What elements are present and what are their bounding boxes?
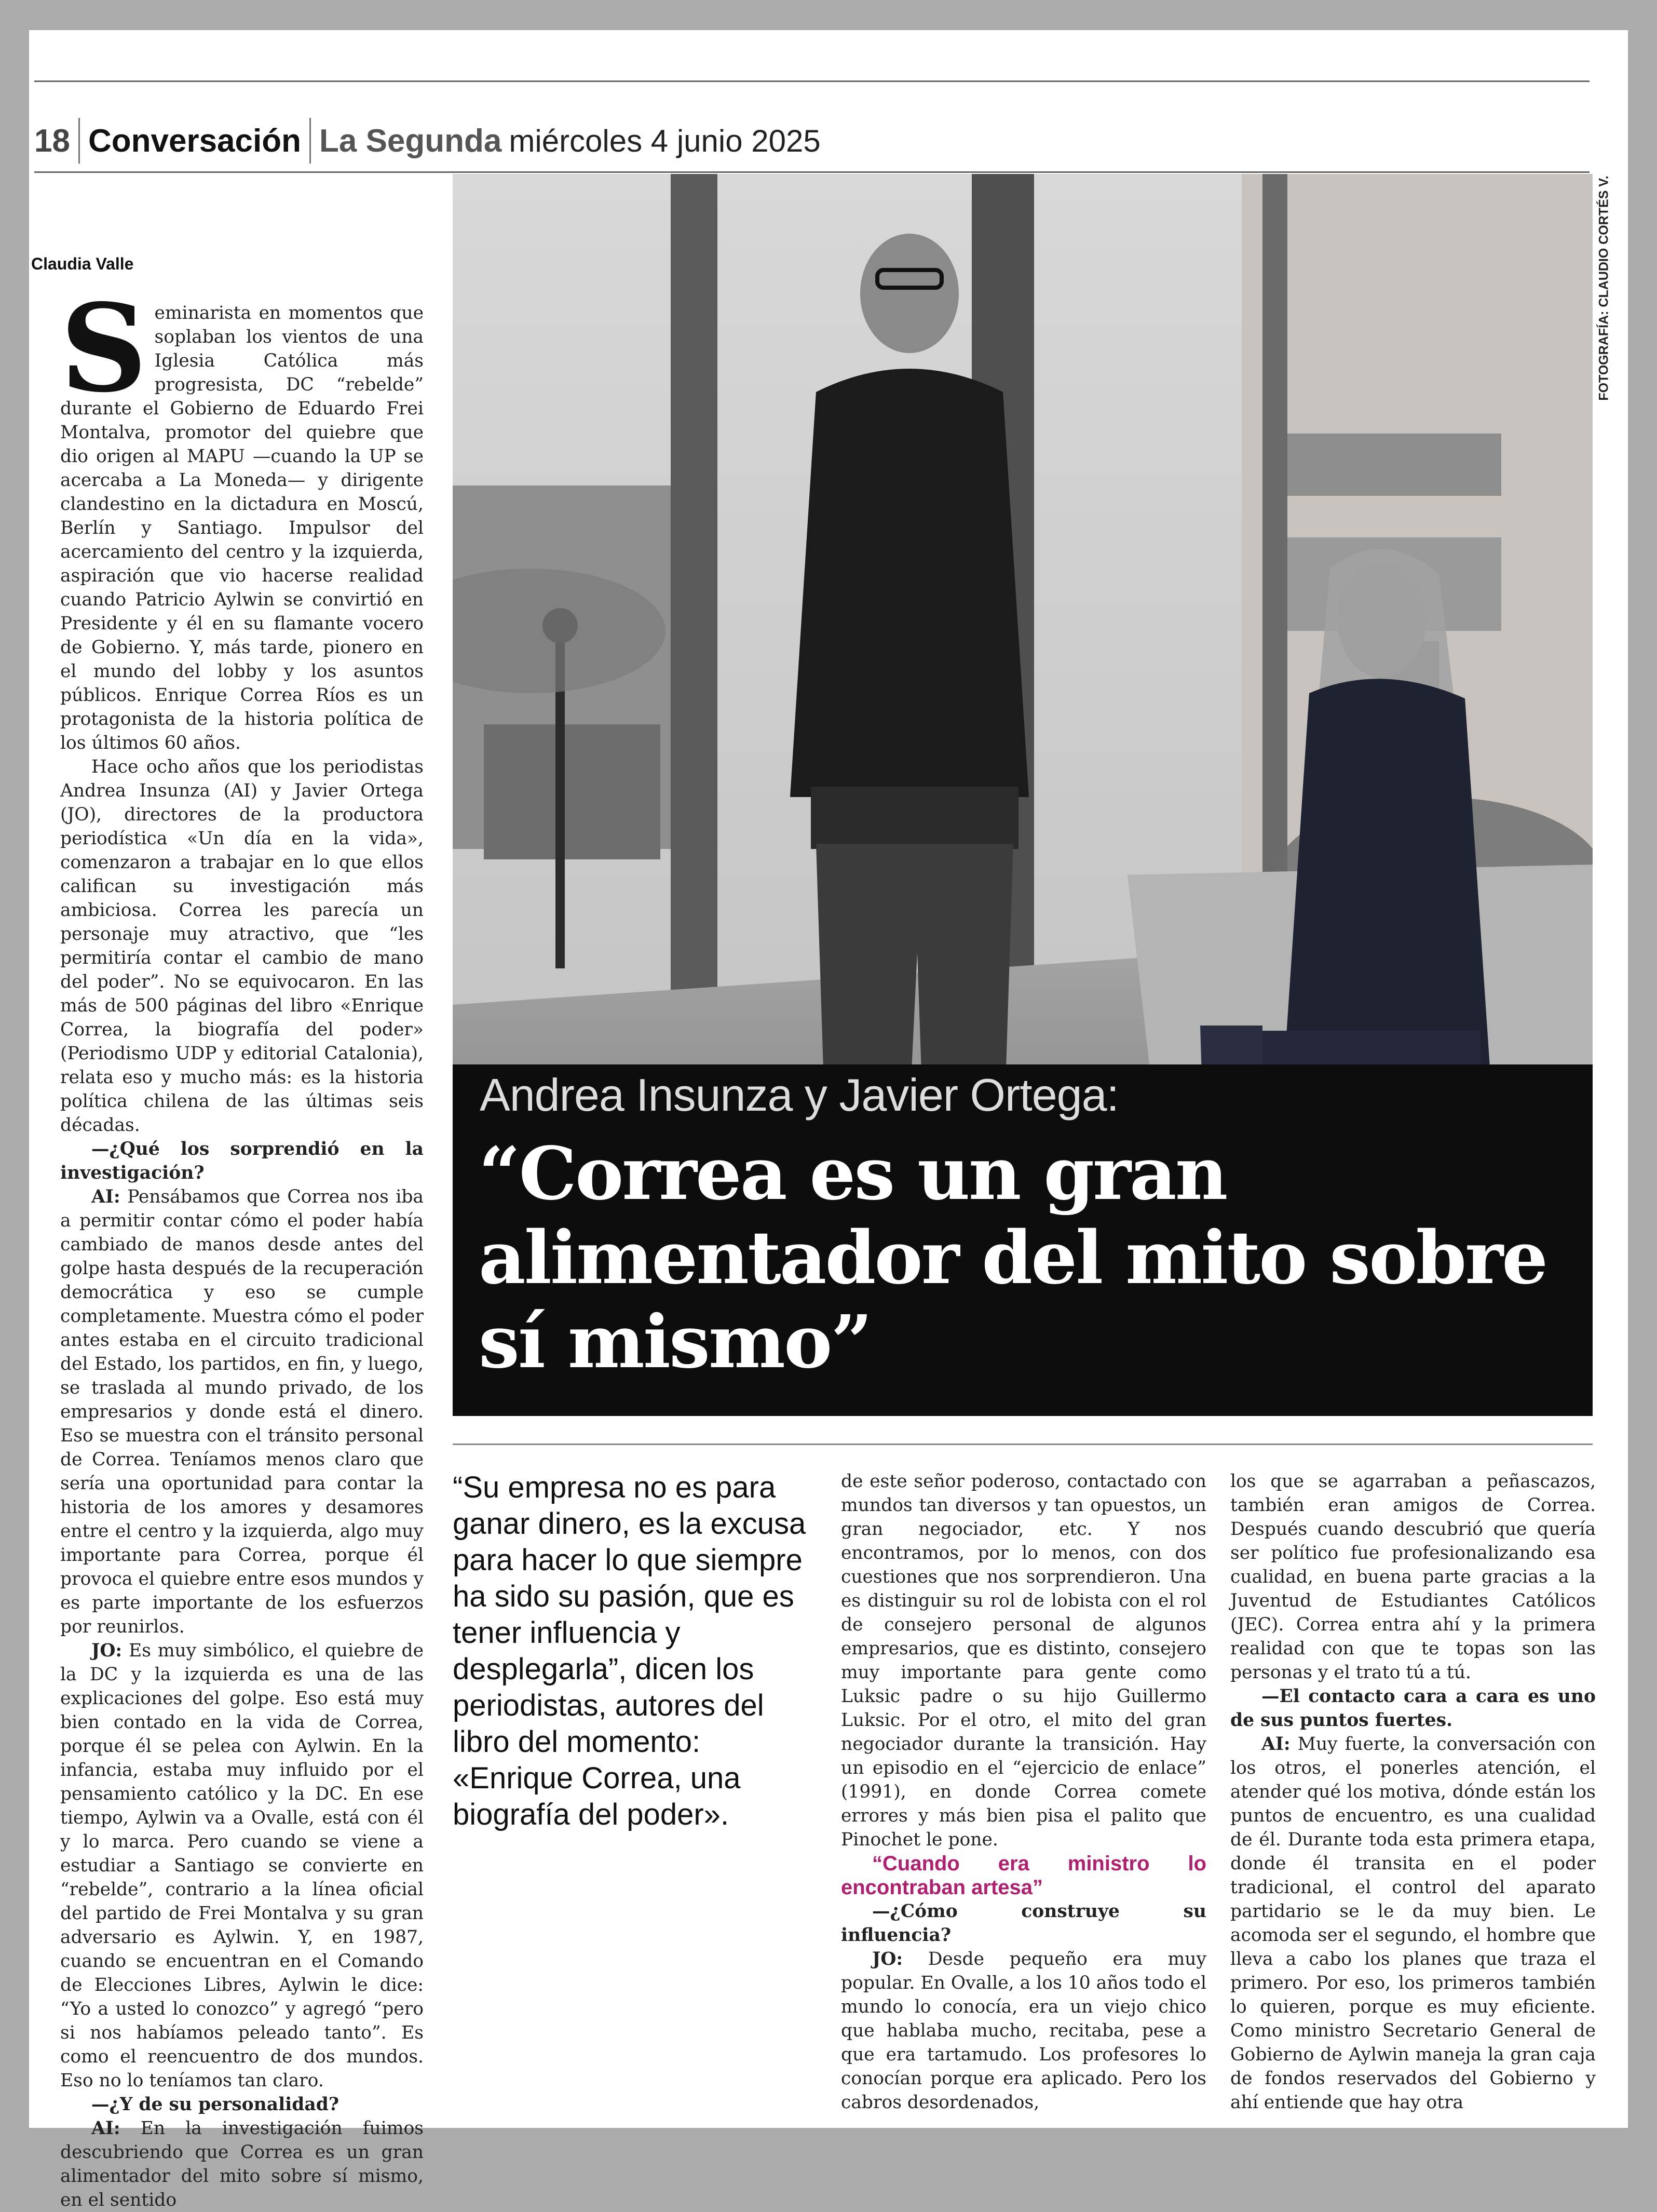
article-column-4 — [1230, 1469, 1596, 2114]
interview-question: —¿Qué los sorprendió en la investigación? — [60, 1139, 424, 1183]
byline: Claudia Valle — [31, 254, 134, 273]
page-number: 18 — [34, 123, 70, 159]
header-divider — [78, 118, 80, 164]
interview-answer: AI: En la investigación fuimos descubriendo que Correa es un gran alimentador del mito sobre sí mismo, en el sentido — [60, 2118, 424, 2210]
pull-quote: “Su empresa no es para ganar dinero, es la excusa para hacer lo que siempre ha sido su pasión, que es tener influencia y desplegarla”, dicen los periodistas, autores del libro del momento: «Enrique Correa, una biografía del poder». — [453, 1471, 806, 1831]
header-top-rule — [34, 80, 1590, 82]
paragraph: de este señor poderoso, contactado con mundos tan diversos y tan opuestos, un gran negociador, etc. Y nos encontramos, por lo menos, con dos cuestiones que nos sorprendieron. Una es distinguir su rol de lobista con el rol de consejero personal de algunos empresarios, que es distinto, consejero muy importante para gente como Luksic padre o su hijo Guillermo Luksic. Por el otro, el mito del gran negociador durante la transición. Hay un episodio en el “ejercicio de enlace” (1991), en donde Correa comete errores y más bien pisa el palito que Pinochet le pone. — [841, 1471, 1206, 1850]
interview-answer: JO: Desde pequeño era muy popular. En Ovalle, a los 10 años todo el mundo lo conocía, era un viejo chico que hablaba mucho, recitaba, pese a que era tartamudo. Los profesores lo conocían porque era aplicado. Pero los cabros desordenados, — [841, 1949, 1206, 2113]
header-divider — [309, 118, 311, 164]
interview-question: —¿Y de su personalidad? — [91, 2094, 339, 2115]
publication-date: miércoles 4 junio 2025 — [509, 123, 821, 158]
page-header — [34, 115, 821, 166]
interview-question: —¿Cómo construye su influencia? — [841, 1901, 1206, 1946]
subheading: “Cuando era ministro lo encontraban artesa” — [841, 1852, 1206, 1899]
interview-question: —El contacto cara a cara es uno de sus puntos fuertes. — [1230, 1686, 1596, 1731]
photo-credit: FOTOGRAFÍA: CLAUDIO CORTÉS V. — [1596, 176, 1611, 401]
headline-box — [453, 1064, 1593, 1416]
intro-paragraph: Seminarista en momentos que soplaban los vientos de una Iglesia Católica más progresista, DC “rebelde” durante el Gobierno de Eduardo Frei Montalva, promotor del quiebre que dio origen al MAPU —cuando la UP se acercaba a La Moneda— y dirigente clandestino en la dictadura en Moscú, Berlín y Santiago. Impulsor del acercamiento del centro y la izquierda, aspiración que vio hacerse realidad cuando Patricio Aylwin se convirtió en Presidente y él en su flamante vocero de Gobierno. Y, más tarde, pionero en el mundo del lobby y los asuntos públicos. Enrique Correa Ríos es un protagonista de la historia política de los últimos 60 años. — [60, 277, 424, 753]
section-rule — [453, 1444, 1593, 1445]
interview-answer: AI: Muy fuerte, la conversación con los otros, el ponerles atención, el atender qué los motiva, dónde están los puntos de encuentro, es una cualidad de él. Durante toda esta primera etapa, donde él transita en el poder tradicional, el control del aparato partidario se le da muy bien. Le acomoda ser el segundo, el hombre que lleva a cabo los planes que traza el primero. Por eso, los primeros también lo quieren, porque es muy eficiente. Como ministro Secretario General de Gobierno de Aylwin maneja la gran caja de fondos reservados del Gobierno y ahí entiende que hay otra — [1230, 1734, 1596, 2113]
paragraph: los que se agarraban a peñascazos, también eran amigos de Correa. Después cuando descubrió que quería ser político fue profesionalizando esa cualidad, en buena parte gracias a la Juventud de Estudiantes Católicos (JEC). Correa entra ahí y la primera realidad con que te topas son las personas y el trato tú a tú. — [1230, 1471, 1596, 1683]
headline-title: “Correa es un gran alimentador del mito sobre sí mismo” — [479, 1131, 1547, 1385]
article-column-1 — [60, 277, 424, 2212]
interview-answer: JO: Es muy simbólico, el quiebre de la DC y la izquierda es una de las explicaciones del golpe. Eso está muy bien contado en la vida de Correa, porque él se pelea con Aylwin. En la infancia, estaba muy influido por el pensamiento católico y la DC. En ese tiempo, Aylwin va a Ovalle, está con él y lo marca. Pero cuando se viene a estudiar a Santiago se convierte en “rebelde”, contrario a la línea oficial del partido de Frei Montalva y su gran adversario es Aylwin. Y, en 1987, cuando se encuentran en el Comando de Elecciones Libres, Aylwin le dice: “Yo a usted lo conozco” y agregó “pero si nos habíamos peleado tanto”. Es como el reencuentro de dos mundos. Eso no lo teníamos tan claro. — [60, 1640, 424, 2091]
drop-cap: S — [60, 277, 147, 419]
paragraph: Hace ocho años que los periodistas Andrea Insunza (AI) y Javier Ortega (JO), directores de la productora periodística «Un día en la vida», comenzaron a trabajar en lo que ellos califican su investigación más ambiciosa. Correa les parecía un personaje muy atractivo, que “les permitiría contar el cambio de mano del poder”. No se equivocaron. En las más de 500 páginas del libro «Enrique Correa, la biografía del poder» (Periodismo UDP y editorial Catalonia), relata eso y mucho más: es la historia política chilena de las últimas seis décadas. — [60, 757, 424, 1136]
header-bottom-rule — [34, 171, 1590, 173]
interview-answer: AI: Pensábamos que Correa nos iba a permitir contar cómo el poder había cambiado de manos desde antes del golpe hasta después de la recuperación democrática y eso se cumple completamente. Muestra cómo el poder antes estaba en el circuito tradicional del Estado, los partidos, en fin, y luego, se traslada al mundo privado, de los empresarios y donde está el dinero. Eso se muestra con el tránsito personal de Correa. Teníamos menos claro que sería una oportunidad para contar la historia de los amores y desamores entre el centro y la izquierda, algo muy importante para Correa, porque él provoca el quiebre entre esos mundos y es parte importante de los esfuerzos por reunirlos. — [60, 1186, 424, 1637]
section-name: Conversación — [88, 123, 301, 159]
headline-kicker: Andrea Insunza y Javier Ortega: — [480, 1069, 1119, 1121]
article-column-3 — [841, 1469, 1206, 2114]
publication-name: La Segunda — [319, 123, 502, 159]
